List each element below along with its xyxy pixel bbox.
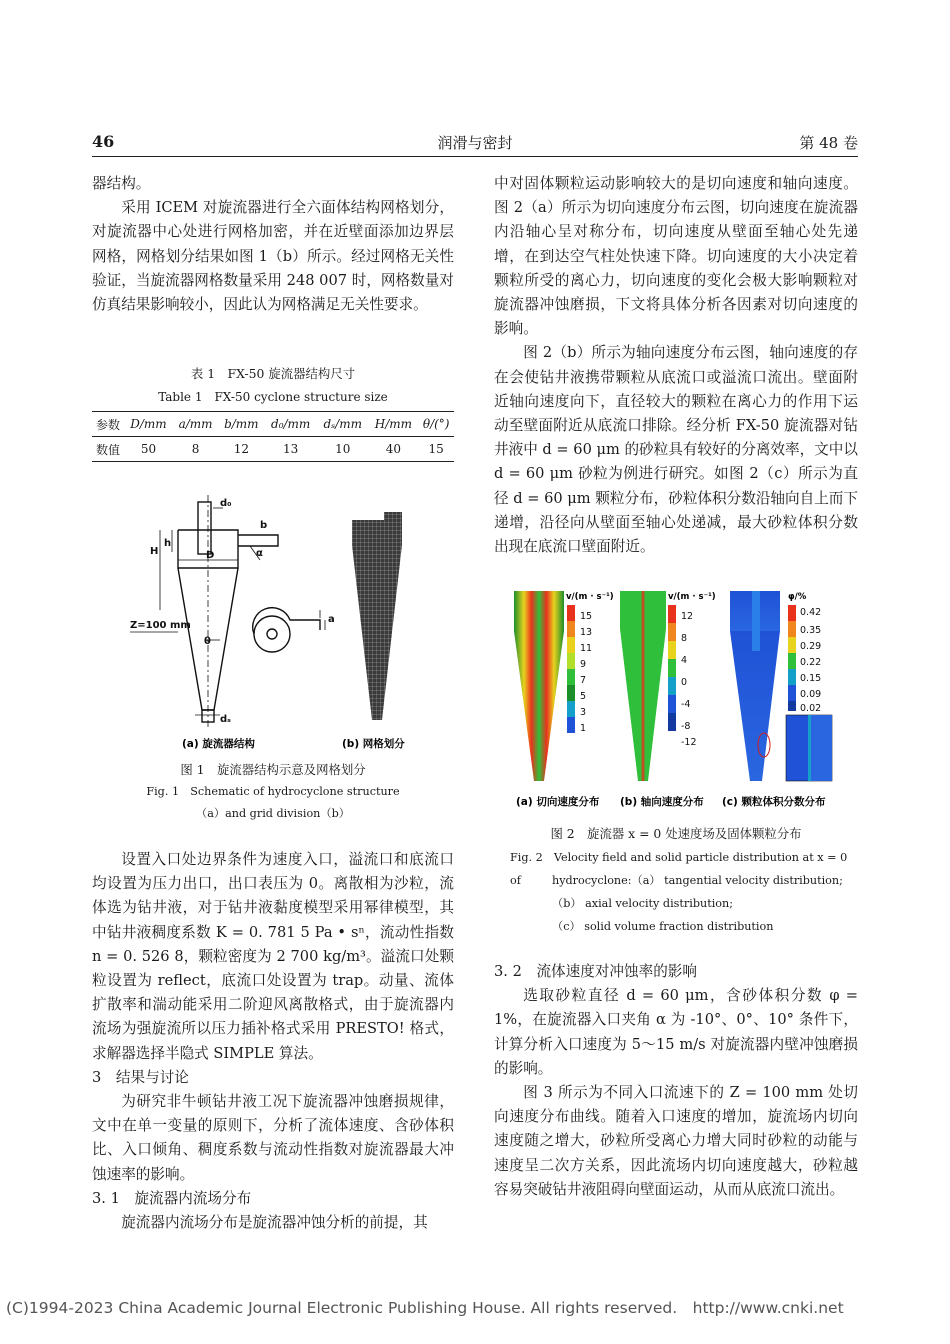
table-header-cell: θ/(°) [418,412,454,437]
table-cell: 数值 [92,437,124,462]
table-cell: 40 [368,437,418,462]
fig2-sublabel-b: (b) 轴向速度分布 [620,796,704,808]
legend-b [668,592,716,748]
subsection-heading: 3. 1 旋流器内流场分布 [92,1189,252,1207]
legend-c-tick: 0.29 [800,641,822,652]
page-number: 46 [92,132,115,151]
figure-1 [120,490,440,755]
header-rule [92,156,858,157]
paragraph: 设置入口处边界条件为速度入口，溢流口和底流口均设置为压力出口，出口表压为 0。离散相为沙粒，流体选为钻井液，对于钻井液黏度模型采用幂律模型，其中钻井液稠度系数 K = 0. 781 5 Pa • sⁿ，流动性指数 n = 0. 526 8，颗粒密度为 2 700 kg/m³。溢流口处颗粒设置为 reflect，底流口处设置为 trap。动量、流体扩散率和湍动能采用二阶迎风离散格式，由于旋流器内流场为强旋流所以压力插补格式采用 PRESTO! 格式，求解器选择半隐式 SIMPLE 算法。 [92,851,454,1062]
table-row [92,437,454,462]
paragraph: 为研究非牛顿钻井液工况下旋流器冲蚀磨损规律，文中在单一变量的原则下，分析了流体速度、含砂体积比、入口倾角、稠度系数与流动性指数对旋流器最大冲蚀速率的影响。 [92,1093,454,1183]
contour-b [620,591,666,781]
legend-b-tick: -12 [681,737,697,748]
fig1-caption-en-2: （a）and grid division（b） [196,807,350,820]
legend-c-tick: 0.09 [800,689,822,700]
legend-a-title: v/(m · s⁻¹) [566,592,614,602]
table-cell: 13 [264,437,317,462]
legend-a-tick: 13 [580,627,593,638]
table-caption-en: Table 1 FX-50 cyclone structure size [158,390,388,404]
dim-hn: h [164,538,172,549]
structure-size-table [92,411,454,462]
table-header-row [92,412,454,437]
legend-a-tick: 5 [580,691,587,702]
dim-Z: Z=100 mm [130,620,191,631]
legend-c [788,592,821,714]
paragraph: 图 3 所示为不同入口流速下的 Z = 100 mm 处切向速度分布曲线。随着入口速度的增加，旋流场内切向速度随之增大，砂粒所受离心力增大同时砂粒的动能与速度呈二次方关系，因此流场内切向速度越大，砂粒越容易突破钻井液阻碍向壁面运动，从而从底流口流出。 [494,1084,858,1198]
legend-b-tick: 12 [681,611,694,622]
fig2-caption-en-4: （c） solid volume fraction distribution [552,920,774,933]
mesh-drawing [352,512,402,720]
legend-c-title: φ/% [788,592,807,602]
fig2-caption-cn: 图 2 旋流器 x = 0 处速度场及固体颗粒分布 [550,826,802,841]
fig2-sublabel-c: (c) 颗粒体积分数分布 [722,796,826,808]
dim-d0: d₀ [220,498,232,509]
left-column-bottom [92,848,454,1235]
dim-b: b [260,520,268,531]
paragraph: 图 2（b）所示为轴向速度分布云图，轴向速度的存在会使钻井液携带颗粒从底流口或溢流口流出。壁面附近轴向速度向下，直径较大的颗粒在离心力的作用下运动至壁面附近从底流口排除。经分析 FX-50 旋流器对钻井液中 d = 60 μm 的砂粒具有较好的分离效率，文中以 d = 60 μm 砂粒为例进行研究。如图 2（c）所示为直径 d = 60 μm 颗粒分布，砂粒体积分数沿轴向自上而下递增，沿径向从壁面至轴心处递减，最大砂粒体积分数出现在底流口壁面附近。 [494,344,858,556]
fig2-caption-en-1: Fig. 2 Velocity field and solid particle distribution at x = 0 of [510,851,848,887]
legend-a-tick: 9 [580,659,587,670]
subsection-heading: 3. 2 流体速度对冲蚀率的影响 [494,963,697,980]
fig1-sublabel-b: (b) 网格划分 [342,738,405,750]
right-column-bottom [494,960,858,1202]
legend-b-tick: 0 [681,677,688,688]
legend-a-tick: 7 [580,675,587,686]
dim-theta: θ [204,636,211,647]
fig1-sublabel-a: (a) 旋流器结构 [182,738,255,750]
table-caption-cn: 表 1 FX-50 旋流器结构尺寸 [190,366,356,381]
legend-c-tick: 0.15 [800,673,822,684]
table-header-cell: d₀/mm [264,412,317,437]
legend-b-tick: -4 [681,699,691,710]
contour-a [514,591,564,781]
legend-c-tick: 0.35 [800,625,822,636]
legend-a-tick: 1 [580,723,587,734]
table-header-cell: a/mm [173,412,218,437]
legend-c-tick: 0.02 [800,703,822,714]
table-header-cell: b/mm [218,412,264,437]
dim-H: H [150,546,159,557]
left-column-top [92,172,454,317]
legend-b-tick: -8 [681,721,691,732]
table-cell: 12 [218,437,264,462]
volume-label: 第 48 卷 [799,134,858,152]
table-header-cell: dₛ/mm [317,412,369,437]
dim-D: D [206,550,215,561]
paragraph: 中对固体颗粒运动影响较大的是切向速度和轴向速度。图 2（a）所示为切向速度分布云图，切向速度在旋流器内沿轴心呈对称分布，切向速度从壁面至轴心处先递增，在到达空气柱处快速下降。切向速度的大小决定着颗粒所受的离心力，切向速度的变化会极大影响颗粒对旋流器冲蚀磨损，下文将具体分析各因素对切向速度的影响。 [494,175,858,338]
legend-c-tick: 0.42 [800,607,822,618]
journal-title: 润滑与密封 [437,134,513,152]
paragraph: 选取砂粒直径 d = 60 μm，含砂体积分数 φ = 1%，在旋流器入口夹角 α 为 -10°、0°、10° 条件下，计算分析入口速度为 5～15 m/s 对旋流器内壁冲蚀磨损的影响。 [494,987,858,1077]
paragraph: 器结构。 [92,175,151,192]
legend-b-tick: 8 [681,633,688,644]
fig1-caption-cn: 图 1 旋流器结构示意及网格划分 [180,762,366,777]
legend-a-tick: 15 [580,611,593,622]
table-cell: 50 [124,437,173,462]
section-heading: 3 结果与讨论 [92,1068,189,1086]
figure-2 [508,585,848,815]
fig1-caption-en: Fig. 1 Schematic of hydrocyclone structure [146,785,400,798]
legend-a-tick: 3 [580,707,587,718]
legend-b-tick: 4 [681,655,688,666]
table-cell: 8 [173,437,218,462]
right-column-top [494,172,858,559]
dim-alpha: α [256,548,263,559]
cyclone-structure-drawing [130,495,325,730]
legend-a [566,592,614,734]
fig2-caption-en-3: （b） axial velocity distribution; [552,897,733,910]
dim-a: a [328,614,335,625]
table-cell: 10 [317,437,369,462]
paragraph: 采用 ICEM 对旋流器进行全六面体结构网格划分，对旋流器中心处进行网格加密，并在近壁面添加边界层网格，网格划分结果如图 1（b）所示。经过网格无关性验证，当旋流器网格数量采用 248 007 时，网格数量对仿真结果影响较小，因此认为网格满足无关性要求。 [92,199,454,314]
table-header-cell: D/mm [124,412,173,437]
legend-a-tick: 11 [580,643,593,654]
contour-c [730,591,832,781]
legend-b-title: v/(m · s⁻¹) [668,592,716,602]
table-header-cell: H/mm [368,412,418,437]
fig2-caption-en-2: hydrocyclone:（a） tangential velocity distribution; [552,874,843,887]
legend-c-tick: 0.22 [800,657,822,668]
paragraph: 旋流器内流场分布是旋流器冲蚀分析的前提，其 [121,1214,428,1232]
table-header-cell: 参数 [92,412,124,437]
fig2-sublabel-a: (a) 切向速度分布 [516,796,600,808]
copyright-footer: (C)1994-2023 China Academic Journal Electronic Publishing House. All rights reserved. http://www.cnki.net [6,1299,844,1317]
table-cell: 15 [418,437,454,462]
dim-ds: dₛ [220,714,231,725]
